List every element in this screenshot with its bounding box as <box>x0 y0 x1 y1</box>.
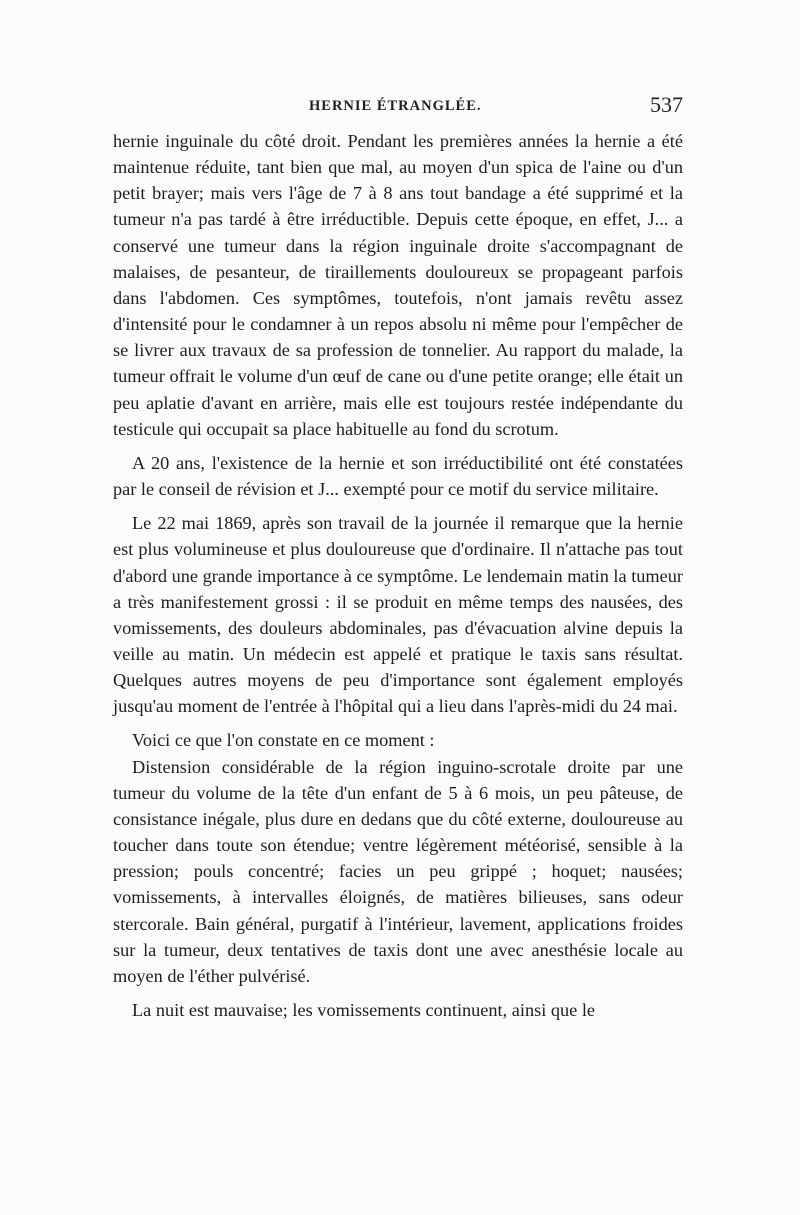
running-title: HERNIE ÉTRANGLÉE. <box>309 98 482 114</box>
page-number: 537 <box>650 92 683 117</box>
paragraph: Le 22 mai 1869, après son travail de la journée il remarque que la hernie est plus volumineuse et plus douloureuse que d'ordinaire. Il n'attache pas tout d'abord une grande importance à ce symptôme. Le lendemain matin la tumeur a très manifestement grossi : il se produit en même temps des nausées, des vomissements, des douleurs abdominales, pas d'évacuation alvine depuis la veille au matin. Un médecin est appelé et pratique le taxis sans résultat. Quelques autres moyens de peu d'importance sont également employés jusqu'au moment de l'entrée à l'hôpital qui a lieu dans l'après-midi du 24 mai. <box>113 513 683 717</box>
body-text <box>113 128 683 1023</box>
page-header <box>113 94 683 124</box>
paragraph: Voici ce que l'on constate en ce moment : <box>132 730 435 751</box>
paragraph: Distension considérable de la région inguino-scrotale droite par une tumeur du volume de la tête d'un enfant de 5 à 6 mois, un peu pâteuse, de consistance inégale, plus dure en dedans que du côté externe, douloureuse au toucher dans toute son étendue; ventre légèrement météorisé, sensible à la pression; pouls concentré; facies un peu grippé ; hoquet; nausées; vomissements, à intervalles éloignés, de matières bilieuses, sans odeur stercorale. Bain général, purgatif à l'intérieur, lavement, applications froides sur la tumeur, deux tentatives de taxis dont une avec anesthésie locale au moyen de l'éther pulvérisé. <box>113 756 683 986</box>
paragraph: A 20 ans, l'existence de la hernie et son irréductibilité ont été constatées par le conseil de révision et J... exempté pour ce motif du service militaire. <box>113 452 683 500</box>
paragraph: La nuit est mauvaise; les vomissements continuent, ainsi que le <box>132 1000 596 1020</box>
paragraph: hernie inguinale du côté droit. Pendant les premières années la hernie a été maintenue réduite, tant bien que mal, au moyen d'un spica de l'aine ou d'un petit brayer; mais vers l'âge de 7 à 8 ans tout bandage a été supprimé et la tumeur n'a pas tardé à être irréductible. Depuis cette époque, en effet, J... a conservé une tumeur dans la région inguinale droite s'accompagnant de malaises, de pesanteur, de tiraillements douloureux se propageant parfois dans l'abdomen. Ces symptômes, toutefois, n'ont jamais revêtu assez d'intensité pour le condamner à un repos absolu ni même pour l'empêcher de se livrer aux travaux de sa profession de tonnelier. Au rapport du malade, la tumeur offrait le volume d'un œuf de cane ou d'une petite orange; elle était un peu aplatie d'avant en arrière, mais elle est toujours restée indépendante du testicule qui occupait sa place habituelle au fond du scrotum. <box>113 131 683 439</box>
